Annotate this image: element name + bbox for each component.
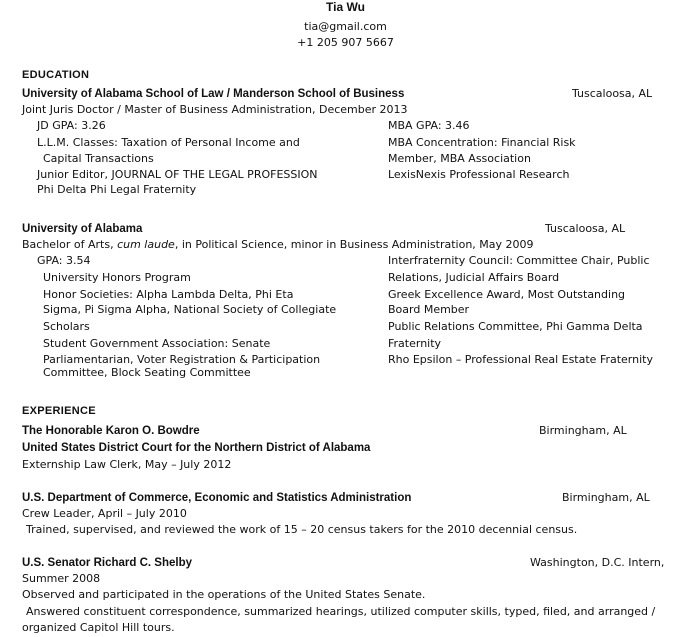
job-location: Birmingham, AL [562,491,650,504]
list-item: Sigma, Pi Sigma Alpha, National Society of Collegiate [43,303,337,316]
list-item: L.L.M. Classes: Taxation of Personal Income and [37,136,300,149]
email: tia@gmail.com [304,20,387,33]
employer-name: U.S. Department of Commerce, Economic and Statistics Administration [22,492,412,504]
undergrad-school-name: University of Alabama [22,223,143,235]
job-location: Birmingham, AL [539,424,627,437]
list-item: Phi Delta Phi Legal Fraternity [37,183,197,196]
job-description: Answered constituent correspondence, summarized hearings, utilized computer skills, typed, filed, and arranged / [26,605,656,618]
job-description: Observed and participated in the operations of the United States Senate. [22,588,426,601]
job-location: Washington, D.C. Intern, [530,556,665,569]
job-description: Trained, supervised, and reviewed the work of 15 – 20 census takers for the 2010 decennial census. [26,523,578,536]
list-item: Rho Epsilon – Professional Real Estate Fraternity [388,353,653,366]
list-item: MBA Concentration: Financial Risk [388,136,576,149]
list-item: Student Government Association: Senate [43,337,271,350]
list-item: Capital Transactions [43,152,154,165]
list-item: Parliamentarian, Voter Registration & Participation [43,353,321,366]
law-school-name: University of Alabama School of Law / Manderson School of Business [22,88,405,100]
experience-heading: EXPERIENCE [22,405,96,417]
list-item: MBA GPA: 3.46 [388,119,470,132]
resume-name: Tia Wu [326,0,365,14]
list-item: Relations, Judicial Affairs Board [388,271,560,284]
undergrad-degree: Bachelor of Arts, cum laude, in Political Science, minor in Business Administration, May 2009 [22,238,534,251]
law-school-location: Tuscaloosa, AL [572,87,653,100]
list-item: Interfraternity Council: Committee Chair, Public [388,254,650,267]
list-item: JD GPA: 3.26 [37,119,106,132]
job-role: Externship Law Clerk, May – July 2012 [22,458,232,471]
list-item: Fraternity [388,337,442,350]
list-item: Board Member [388,303,470,316]
list-item: University Honors Program [43,271,191,284]
list-item: LexisNexis Professional Research [388,168,570,181]
education-heading: EDUCATION [22,69,90,81]
list-item: Scholars [43,320,90,333]
job-role: Crew Leader, April – July 2010 [22,507,187,520]
employer-org: United States District Court for the Northern District of Alabama [22,442,371,454]
employer-name: U.S. Senator Richard C. Shelby [22,557,192,569]
list-item: Public Relations Committee, Phi Gamma Delta [388,320,643,333]
job-description: organized Capitol Hill tours. [22,621,175,634]
job-role: Summer 2008 [22,572,101,585]
list-item: Committee, Block Seating Committee [43,366,251,379]
list-item: Member, MBA Association [388,152,531,165]
list-item: Junior Editor, JOURNAL OF THE LEGAL PROFESSION [37,168,318,181]
phone: +1 205 907 5667 [297,36,394,49]
list-item: GPA: 3.54 [37,254,91,267]
employer-name: The Honorable Karon O. Bowdre [22,425,200,437]
list-item: Honor Societies: Alpha Lambda Delta, Phi Eta [43,288,294,301]
list-item: Greek Excellence Award, Most Outstanding [388,288,626,301]
undergrad-location: Tuscaloosa, AL [545,222,626,235]
law-degree: Joint Juris Doctor / Master of Business Administration, December 2013 [22,103,408,116]
